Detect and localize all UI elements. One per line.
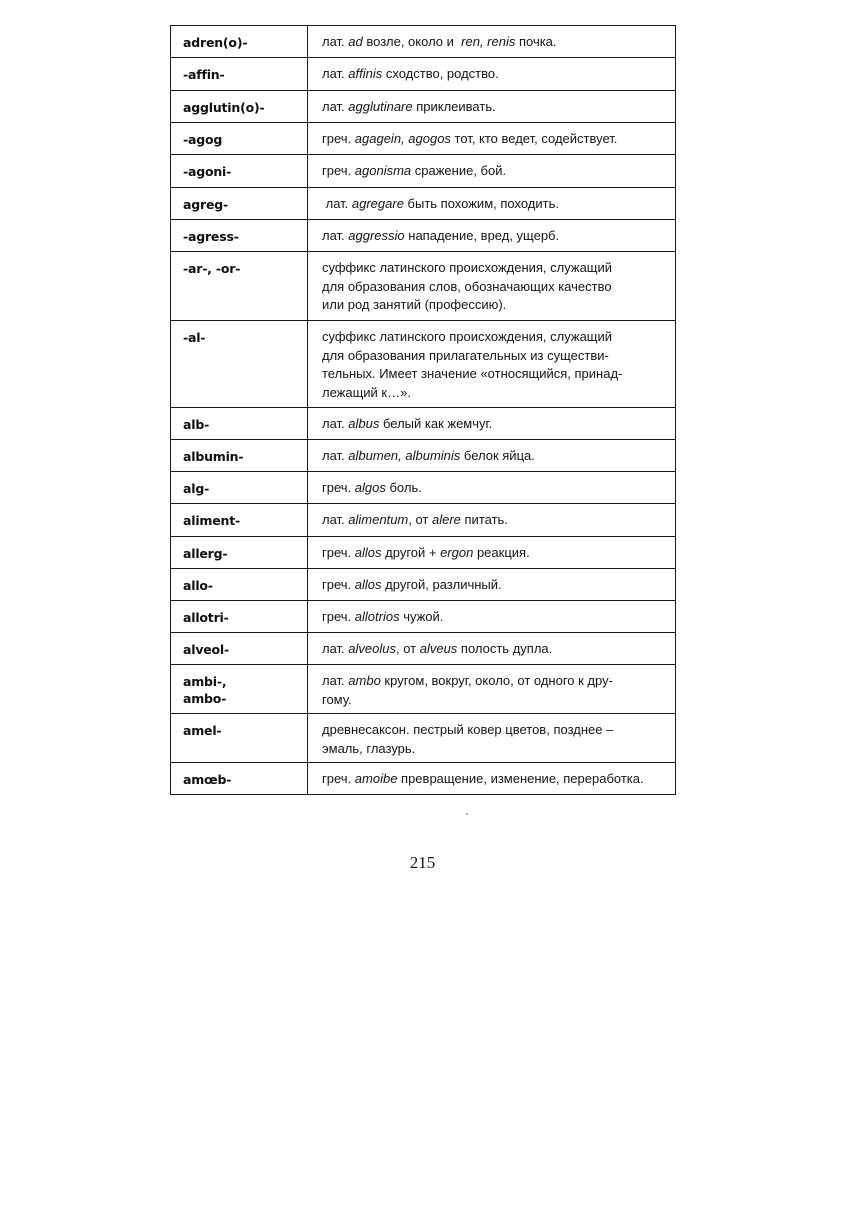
definition-text: лат.	[322, 416, 349, 431]
definition-text: белок яйца.	[460, 448, 535, 463]
table-row	[171, 321, 676, 408]
definition-text: лат.	[322, 99, 349, 114]
definition-line	[322, 195, 671, 214]
definition-line	[322, 259, 671, 278]
definition-cell	[308, 91, 676, 123]
etymon-word: aggressio	[348, 228, 405, 243]
table-row	[171, 91, 676, 123]
definition-line	[322, 740, 671, 759]
definition-text: суффикс латинского происхождения, служащий	[322, 260, 613, 275]
definition-line	[322, 227, 671, 246]
definition-text: тельных. Имеет значение «относящийся, принад-	[322, 366, 623, 381]
etymon-word: algos	[354, 480, 386, 495]
definition-cell	[308, 537, 676, 569]
definition-text: нападение, вред, ущерб.	[404, 228, 560, 243]
definition-text: греч.	[322, 480, 355, 495]
definition-line	[322, 347, 671, 366]
term-cell: agglutin(o)-	[171, 91, 308, 123]
definition-cell	[308, 26, 676, 58]
term-cell: alg-	[171, 472, 308, 504]
etymon-word: agonisma	[354, 163, 412, 178]
definition-text: греч.	[322, 609, 355, 624]
definition-line	[322, 511, 671, 530]
definition-text: лат.	[322, 641, 349, 656]
definition-cell	[308, 472, 676, 504]
dictionary-table	[170, 25, 676, 795]
etymon-word: allotrios	[354, 609, 400, 624]
definition-cell	[308, 504, 676, 537]
term-cell: albumin-	[171, 440, 308, 472]
definition-line	[322, 691, 671, 710]
definition-cell	[308, 58, 676, 91]
definition-line	[322, 770, 671, 789]
table-row	[171, 440, 676, 472]
definition-text: быть похожим, походить.	[403, 196, 559, 211]
term-cell: -ar-, -or-	[171, 252, 308, 321]
table-row	[171, 763, 676, 795]
term-cell: alb-	[171, 408, 308, 440]
etymon-word: ambo	[348, 673, 381, 688]
definition-line	[322, 98, 671, 117]
term-cell: -agog	[171, 123, 308, 155]
definition-cell	[308, 155, 676, 188]
etymon-word: agglutinare	[348, 99, 413, 114]
etymon-word: albumen, albuminis	[348, 448, 461, 463]
definition-line	[322, 65, 671, 84]
term-cell: amel-	[171, 714, 308, 763]
definition-line	[322, 544, 671, 563]
definition-line	[322, 365, 671, 384]
definition-line	[322, 328, 671, 347]
definition-text: лат.	[322, 196, 352, 211]
definition-text: гому.	[322, 691, 352, 707]
table-row	[171, 155, 676, 188]
definition-text: полость дупла.	[457, 641, 553, 656]
definition-text: лежащий к…».	[322, 384, 411, 400]
definition-cell	[308, 440, 676, 472]
definition-cell	[308, 123, 676, 155]
definition-text: лат.	[322, 228, 349, 243]
table-row	[171, 408, 676, 440]
table-row	[171, 665, 676, 714]
definition-line	[322, 415, 671, 434]
definition-text: , от	[395, 641, 420, 656]
definition-text: лат.	[322, 448, 349, 463]
definition-text: греч.	[322, 163, 355, 178]
definition-text: лат.	[322, 512, 349, 527]
definition-text: кругом, вокруг, около, от одного к дру-	[380, 673, 613, 688]
definition-text: превращение, изменение, переработка.	[397, 771, 644, 786]
definition-line	[322, 479, 671, 498]
definition-text: эмаль, глазурь.	[322, 740, 416, 756]
etymon-word: agagein, agogos	[354, 131, 451, 146]
definition-line	[322, 162, 671, 181]
definition-line	[322, 721, 671, 740]
definition-text: чужой.	[399, 609, 444, 624]
etymon-word: ad	[348, 34, 363, 49]
definition-line	[322, 278, 671, 297]
table-row	[171, 220, 676, 252]
term-cell: adren(o)-	[171, 26, 308, 58]
definition-cell	[308, 601, 676, 633]
etymon-word: alere	[431, 512, 461, 527]
etymon-word: alimentum	[348, 512, 409, 527]
definition-line	[322, 130, 671, 149]
etymon-word: allos	[354, 545, 382, 560]
definition-text: греч.	[322, 771, 355, 786]
table-row	[171, 58, 676, 91]
etymon-word: allos	[354, 577, 382, 592]
table-row	[171, 601, 676, 633]
definition-text: или род занятий (профессию).	[322, 297, 507, 312]
definition-text: возле, около и	[362, 34, 462, 49]
definition-text: греч.	[322, 545, 355, 560]
etymon-word: ergon	[440, 545, 474, 560]
definition-line	[322, 640, 671, 659]
definition-cell	[308, 714, 676, 763]
term-cell: -affin-	[171, 58, 308, 91]
etymon-word: alveus	[419, 641, 458, 656]
etymon-word: alveolus	[348, 641, 396, 656]
table-row	[171, 569, 676, 601]
definition-line	[322, 672, 671, 691]
definition-text: почка.	[515, 34, 557, 49]
table-row	[171, 504, 676, 537]
definition-cell	[308, 188, 676, 220]
definition-text: приклеивать.	[412, 99, 496, 114]
definition-line	[322, 33, 671, 52]
definition-text: питать.	[460, 512, 508, 527]
dictionary-table-body	[171, 26, 676, 795]
definition-text: лат.	[322, 673, 349, 688]
term-cell: -al-	[171, 321, 308, 408]
etymon-word: amoibe	[354, 771, 398, 786]
term-cell: aliment-	[171, 504, 308, 537]
definition-cell	[308, 321, 676, 408]
definition-text: греч.	[322, 577, 355, 592]
etymon-word: affinis	[348, 66, 383, 81]
definition-text: древнесаксон. пестрый ковер цветов, позднее –	[322, 722, 614, 737]
etymon-word: albus	[348, 416, 380, 431]
definition-text: другой, различный.	[381, 577, 502, 592]
definition-text: сходство, родство.	[382, 66, 499, 81]
definition-text: суффикс латинского происхождения, служащий	[322, 329, 613, 344]
definition-text: для образования прилагательных из существи-	[322, 347, 609, 363]
term-cell: alveol-	[171, 633, 308, 665]
definition-text: белый как жемчуг.	[379, 416, 493, 431]
term-cell: allo-	[171, 569, 308, 601]
definition-text: другой +	[381, 545, 441, 560]
table-row	[171, 537, 676, 569]
definition-text: реакция.	[473, 545, 530, 560]
definition-text: для образования слов, обозначающих качество	[322, 278, 612, 294]
definition-cell	[308, 220, 676, 252]
definition-text: сражение, бой.	[411, 163, 507, 178]
table-row	[171, 252, 676, 321]
definition-cell	[308, 252, 676, 321]
definition-cell	[308, 408, 676, 440]
definition-text: лат.	[322, 66, 349, 81]
page-number: 215	[409, 853, 436, 872]
definition-line	[322, 576, 671, 595]
table-row	[171, 633, 676, 665]
etymon-word: ren, renis	[461, 34, 516, 49]
definition-text: боль.	[385, 480, 422, 495]
definition-text: , от	[408, 512, 432, 527]
definition-cell	[308, 569, 676, 601]
term-cell: ambi-, ambo-	[171, 665, 308, 714]
table-row	[171, 188, 676, 220]
term-cell: allotri-	[171, 601, 308, 633]
table-row	[171, 26, 676, 58]
scan-speck	[466, 813, 468, 815]
term-cell: agreg-	[171, 188, 308, 220]
definition-cell	[308, 763, 676, 795]
table-row	[171, 714, 676, 763]
definition-line	[322, 447, 671, 466]
term-cell: allerg-	[171, 537, 308, 569]
table-row	[171, 472, 676, 504]
etymon-word: agregare	[351, 196, 404, 211]
definition-line	[322, 296, 671, 315]
definition-cell	[308, 633, 676, 665]
table-row	[171, 123, 676, 155]
definition-text: греч.	[322, 131, 355, 146]
term-cell: amœb-	[171, 763, 308, 795]
term-cell: -agoni-	[171, 155, 308, 188]
definition-line	[322, 384, 671, 403]
term-cell: -agress-	[171, 220, 308, 252]
definition-text: тот, кто ведет, содействует.	[450, 131, 618, 146]
definition-cell	[308, 665, 676, 714]
definition-text: лат.	[322, 34, 349, 49]
definition-line	[322, 608, 671, 627]
